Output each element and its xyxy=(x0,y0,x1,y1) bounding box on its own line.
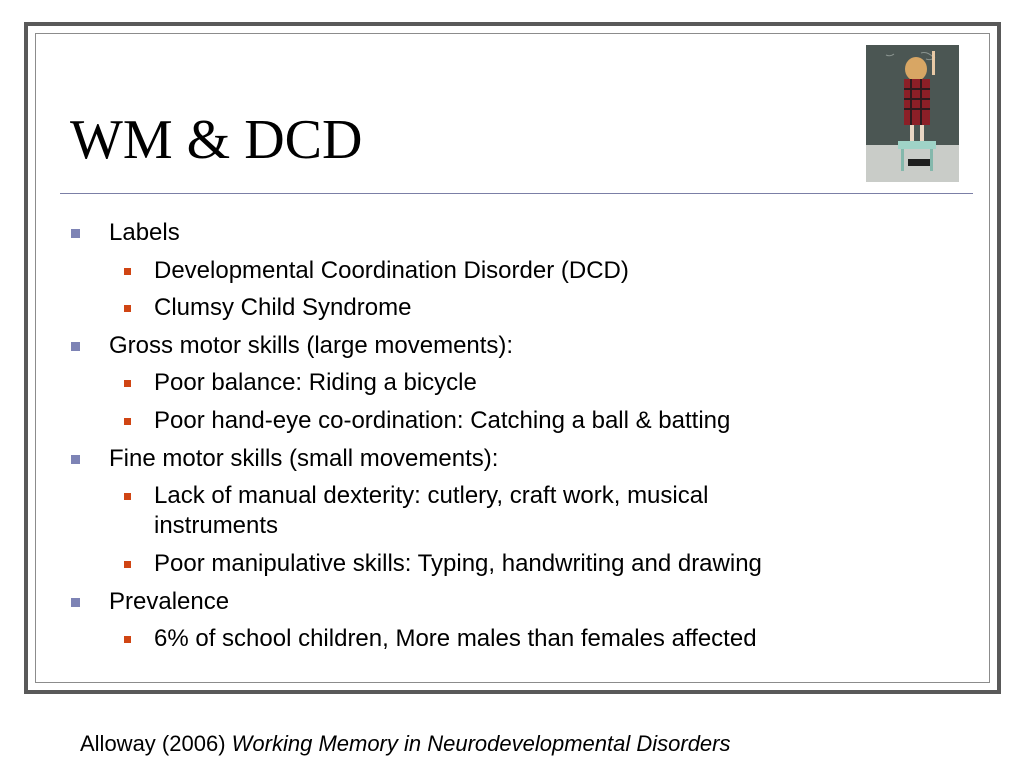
citation-work-title: Working Memory in Neurodevelopmental Disorders xyxy=(231,731,731,756)
bullet-marker xyxy=(71,455,80,464)
citation-author-year: Alloway (2006) xyxy=(80,731,232,756)
bullet-marker xyxy=(71,229,80,238)
subbullet-prevalence-stat: 6% of school children, More males than females affected xyxy=(154,624,757,654)
subbullet-hand-eye: Poor hand-eye co-ordination: Catching a ball & batting xyxy=(154,406,730,436)
subbullet-marker xyxy=(124,636,131,643)
subbullet-marker xyxy=(124,305,131,312)
bullet-prevalence: Prevalence xyxy=(109,587,229,617)
title-divider xyxy=(60,193,973,194)
subbullet-marker xyxy=(124,380,131,387)
subbullet-manipulative: Poor manipulative skills: Typing, handwriting and drawing xyxy=(154,549,762,579)
subbullet-dexterity: Lack of manual dexterity: cutlery, craft work, musical xyxy=(154,481,708,511)
subbullet-marker xyxy=(124,418,131,425)
subbullet-marker xyxy=(124,561,131,568)
bullet-gross-motor: Gross motor skills (large movements): xyxy=(109,331,513,361)
subbullet-clumsy-child: Clumsy Child Syndrome xyxy=(154,293,411,323)
citation xyxy=(80,730,731,758)
subbullet-marker xyxy=(124,493,131,500)
subbullet-dcd: Developmental Coordination Disorder (DCD) xyxy=(154,256,629,286)
subbullet-balance: Poor balance: Riding a bicycle xyxy=(154,368,477,398)
bullet-labels: Labels xyxy=(109,218,180,248)
bullet-marker xyxy=(71,598,80,607)
child-at-chalkboard-photo xyxy=(866,45,959,182)
subbullet-marker xyxy=(124,268,131,275)
slide-title: WM & DCD xyxy=(70,109,363,171)
bullet-fine-motor: Fine motor skills (small movements): xyxy=(109,444,498,474)
subbullet-dexterity-cont: instruments xyxy=(154,512,279,539)
bullet-marker xyxy=(71,342,80,351)
